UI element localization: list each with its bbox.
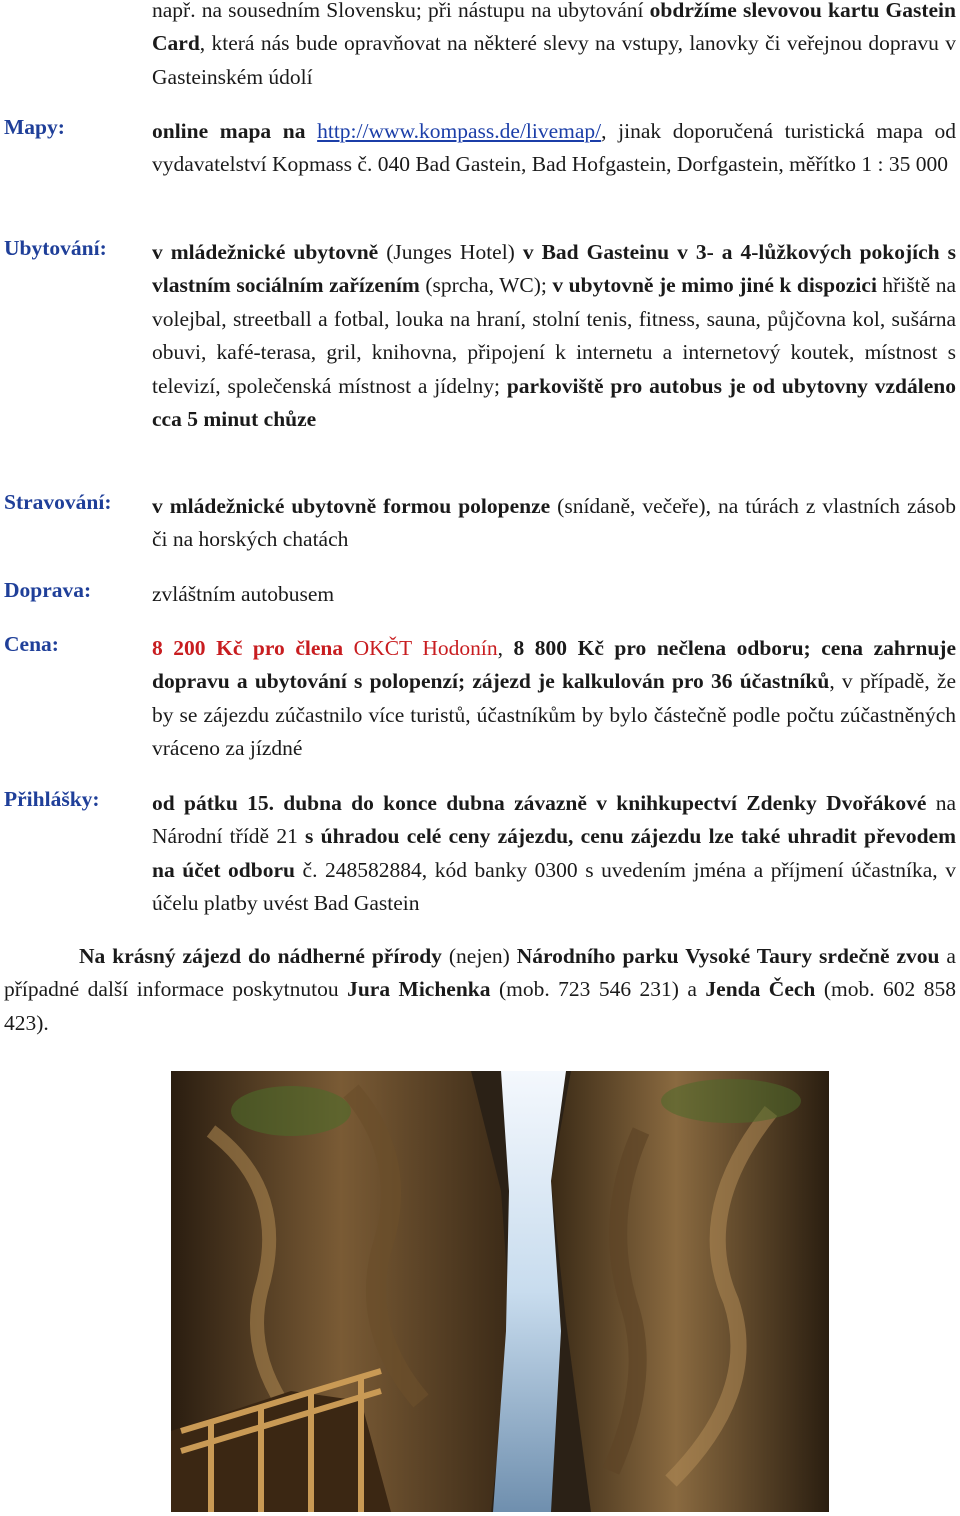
prihlasky-text-1: na Národní třídě 21: [152, 791, 957, 849]
intro-rest: , která nás bude opravňovat na některé slevy na vstupy, lanovky či veřejnou dopravu v Gasteinském údolí: [152, 31, 956, 89]
contact-name-1: Jura Michenka: [347, 977, 491, 1002]
prihlasky-bold-1: od pátku 15. dubna do konce dubna závazně v knihkupectví Zdenky Dvořákové: [152, 791, 927, 815]
cena-club-name: OKČT Hodonín: [353, 636, 498, 660]
intro-text: [152, 0, 956, 94]
stravovani-bold: v mládežnické ubytovně formou polopenze: [152, 494, 551, 518]
prihlasky-text-2: č. 248582884, kód banky 0300 s uvedením jména a příjmení účastníka, v účelu platby uvést Bad Gastein: [152, 857, 956, 916]
gorge-photo: [171, 1071, 829, 1512]
mapy-text: [152, 115, 956, 182]
mapy-bold: online mapa na: [152, 119, 318, 143]
cena-bold: 8 800 Kč pro nečlena odboru; cena zahrnuje dopravu a ubytování s polopenzí; zájezd je kalkulován pro 36 účastníků: [152, 636, 956, 694]
ubytovani-text-2: (Junges Hotel): [378, 240, 523, 264]
contact-name-2: Jenda Čech: [705, 977, 816, 1002]
closing-text-4: (mob. 602 858 423).: [4, 977, 956, 1035]
mapy-label: Mapy:: [4, 115, 65, 139]
ubytovani-label: Ubytování:: [4, 236, 107, 260]
stravovani-rest: (snídaně, večeře), na túrách z vlastních zásob či na horských chatách: [152, 494, 956, 552]
ubytovani-bold-5: v ubytovně je mimo jiné k dispozici: [552, 273, 877, 298]
cena-member-price: 8 200 Kč pro člena: [152, 636, 354, 660]
prihlasky-label: Přihlášky:: [4, 787, 100, 811]
closing-bold-1: Na krásný zájezd do nádherné přírody: [79, 944, 442, 968]
stravovani-label: Stravování:: [4, 490, 112, 514]
cena-rest: , v případě, že by se zájezdu zúčastnilo více turistů, účastníkům by bylo částečně podle počtu zúčastněných vráceno za jízdné: [152, 669, 956, 761]
stravovani-text: [152, 490, 956, 557]
closing-paragraph: [4, 940, 956, 1040]
prihlasky-text: [152, 787, 956, 921]
cena-label: Cena:: [4, 632, 59, 656]
closing-bold-2: Národního parku Vysoké Taury srdečně zvou: [516, 944, 940, 968]
closing-text-3: (mob. 723 546 231) a: [490, 977, 706, 1002]
ubytovani-text-4: (sprcha, WC);: [419, 273, 553, 298]
closing-text-1: (nejen): [441, 944, 517, 968]
closing-text-2: a případné další informace poskytnutou: [4, 944, 956, 1002]
cena-text: [152, 632, 956, 766]
intro-bold: obdržíme slevovou kartu Gastein Card: [152, 0, 956, 56]
ubytovani-text: [152, 236, 956, 436]
ubytovani-bold-3: v Bad Gasteinu v 3- a 4-lůžkových pokojích s vlastním sociálním zařízením: [152, 240, 956, 298]
gorge-illustration: [171, 1071, 829, 1512]
ubytovani-bold-7: parkoviště pro autobus je od ubytovny vzdáleno cca 5 minut chůze: [152, 373, 956, 432]
prihlasky-bold-2: s úhradou celé ceny zájezdu, cenu zájezdu lze také uhradit převodem na účet odboru: [152, 824, 956, 882]
kompass-link[interactable]: http://www.kompass.de/livemap/: [317, 119, 602, 143]
mapy-rest: , jinak doporučená turistická mapa od vydavatelství Kopmass č. 040 Bad Gastein, Bad Hofgastein, Dorfgastein, měřítko 1 : 35 000: [152, 119, 956, 177]
ubytovani-bold-1: v mládežnické ubytovně: [152, 240, 379, 264]
ubytovani-text-6: hřiště na volejbal, streetball a fotbal, louka na hraní, stolní tenis, fitness, sauna, půjčovna kol, sušárna obuvi, kafé-terasa, gril, knihovna, připojení k internetu a internetový koutek, místnost s televizí, společenská místnost a jídelny;: [152, 273, 957, 398]
cena-comma: ,: [497, 636, 514, 660]
doprava-text: zvláštním autobusem: [152, 582, 335, 606]
intro-plain: např. na sousedním Slovensku; při nástupu na ubytování: [152, 0, 650, 22]
doprava-label: Doprava:: [4, 578, 92, 602]
